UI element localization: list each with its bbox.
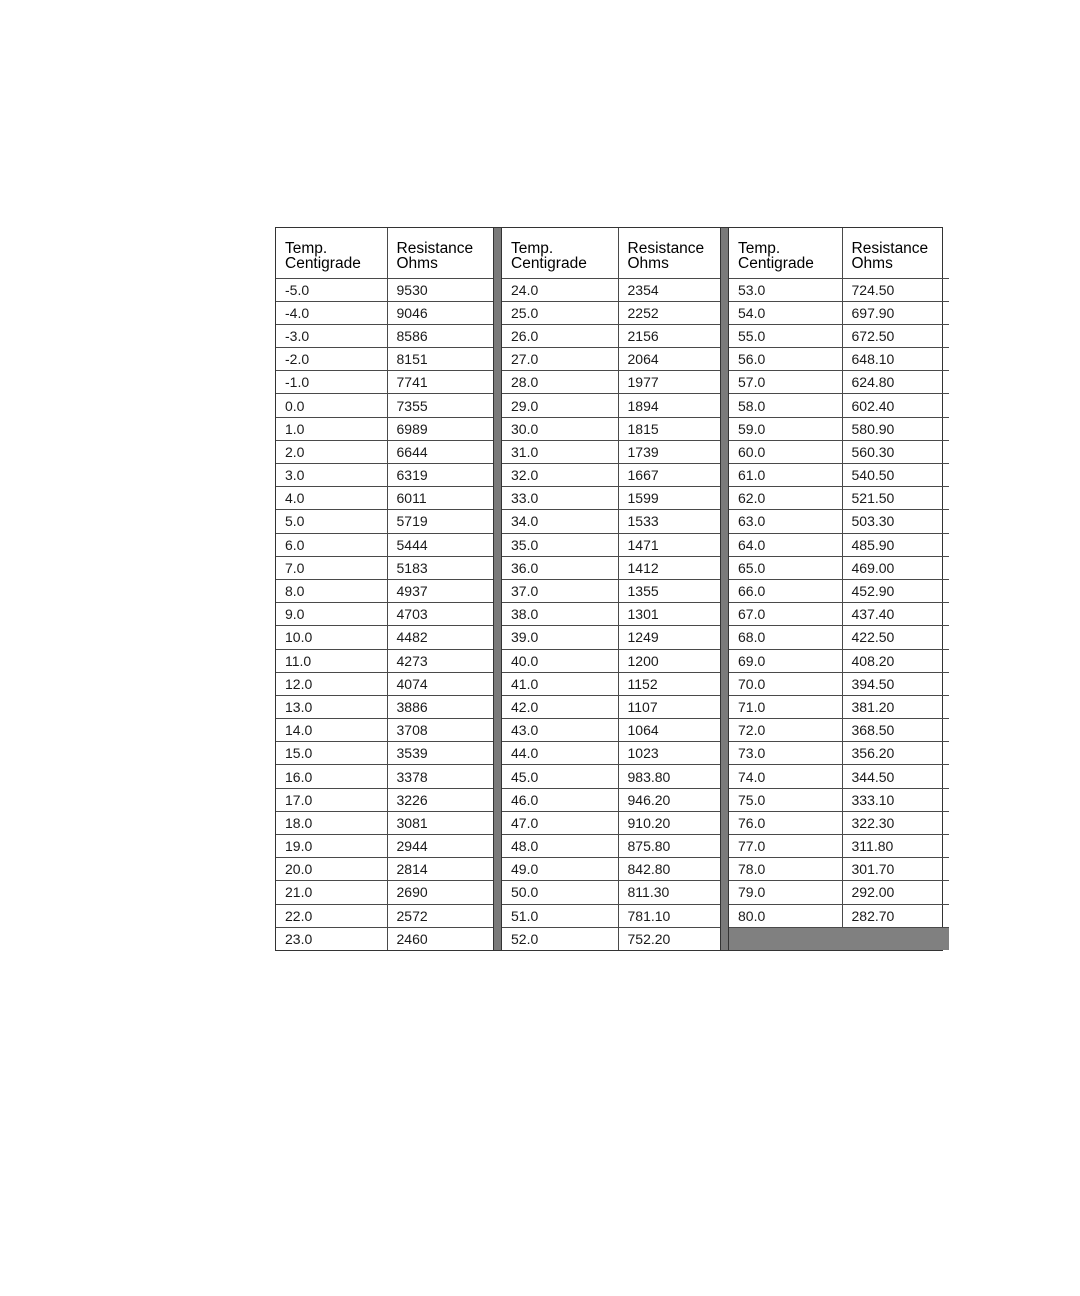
empty-shaded-cell	[729, 927, 949, 950]
table-row	[276, 579, 493, 602]
temp-cell: 69.0	[729, 649, 842, 672]
resistance-cell: 1739	[618, 440, 720, 463]
table-row	[502, 278, 720, 301]
table-row	[729, 417, 949, 440]
temp-cell: 8.0	[276, 579, 387, 602]
table-row	[502, 464, 720, 487]
table-row	[729, 324, 949, 347]
resistance-cell: 301.70	[842, 858, 949, 881]
table-row	[502, 487, 720, 510]
temp-header	[502, 228, 618, 278]
temp-cell: 79.0	[729, 881, 842, 904]
resistance-cell: 282.70	[842, 904, 949, 927]
temp-cell: 33.0	[502, 487, 618, 510]
table-row	[276, 927, 493, 950]
resistance-cell: 381.20	[842, 695, 949, 718]
resistance-cell: 4937	[387, 579, 493, 602]
table-row	[276, 765, 493, 788]
table-row	[729, 440, 949, 463]
resistance-cell: 6319	[387, 464, 493, 487]
resistance-cell: 521.50	[842, 487, 949, 510]
resistance-cell: 3708	[387, 719, 493, 742]
temp-cell: 21.0	[276, 881, 387, 904]
resistance-cell: 1152	[618, 672, 720, 695]
resistance-cell: 697.90	[842, 301, 949, 324]
temp-cell: 6.0	[276, 533, 387, 556]
table-row	[502, 440, 720, 463]
table-row	[276, 603, 493, 626]
resistance-cell: 540.50	[842, 464, 949, 487]
temp-header-line: Temp.	[738, 239, 781, 257]
resistance-cell: 4074	[387, 672, 493, 695]
temp-cell: 0.0	[276, 394, 387, 417]
temp-cell: 29.0	[502, 394, 618, 417]
resistance-cell: 811.30	[618, 881, 720, 904]
temp-cell: 73.0	[729, 742, 842, 765]
temp-cell: -2.0	[276, 348, 387, 371]
resistance-cell: 356.20	[842, 742, 949, 765]
resistance-cell: 7355	[387, 394, 493, 417]
table-row	[276, 835, 493, 858]
temp-cell: 52.0	[502, 927, 618, 950]
temp-cell: 58.0	[729, 394, 842, 417]
table-row	[276, 858, 493, 881]
resistance-cell: 2690	[387, 881, 493, 904]
resistance-cell: 2572	[387, 904, 493, 927]
temp-cell: 42.0	[502, 695, 618, 718]
resistance-cell: 394.50	[842, 672, 949, 695]
table-row	[729, 881, 949, 904]
resistance-cell: 1599	[618, 487, 720, 510]
resistance-cell: 1977	[618, 371, 720, 394]
table-row	[502, 394, 720, 417]
table-row	[276, 394, 493, 417]
resistance-cell: 5719	[387, 510, 493, 533]
temp-cell: 30.0	[502, 417, 618, 440]
temp-cell: 67.0	[729, 603, 842, 626]
resistance-cell: 624.80	[842, 371, 949, 394]
table-row	[729, 672, 949, 695]
table-row	[729, 765, 949, 788]
column-group-separator	[720, 228, 729, 950]
resistance-cell: 910.20	[618, 811, 720, 834]
table-row	[276, 719, 493, 742]
temp-cell: 17.0	[276, 788, 387, 811]
table-row	[502, 626, 720, 649]
table-row	[276, 904, 493, 927]
resistance-cell: 3081	[387, 811, 493, 834]
table-row	[276, 371, 493, 394]
table-row	[502, 881, 720, 904]
resistance-cell: 672.50	[842, 324, 949, 347]
temp-cell: 66.0	[729, 579, 842, 602]
table-row	[729, 278, 949, 301]
table-row	[276, 742, 493, 765]
table-row	[502, 695, 720, 718]
resistance-header-line: Ohms	[627, 254, 669, 272]
table-row	[276, 881, 493, 904]
temp-cell: 56.0	[729, 348, 842, 371]
temp-cell: 20.0	[276, 858, 387, 881]
temp-cell: 34.0	[502, 510, 618, 533]
resistance-cell: 2944	[387, 835, 493, 858]
resistance-cell: 946.20	[618, 788, 720, 811]
resistance-cell: 2156	[618, 324, 720, 347]
temp-cell: -5.0	[276, 278, 387, 301]
temp-cell: 12.0	[276, 672, 387, 695]
table-row	[276, 301, 493, 324]
table-row	[729, 788, 949, 811]
table-block-1	[276, 228, 493, 950]
table-row	[276, 348, 493, 371]
table-row	[729, 301, 949, 324]
resistance-cell: 3226	[387, 788, 493, 811]
resistance-cell: 6644	[387, 440, 493, 463]
temp-header-line: Centigrade	[285, 254, 361, 272]
table-row	[502, 927, 720, 950]
resistance-header	[618, 228, 720, 278]
table-row	[502, 348, 720, 371]
temp-cell: 64.0	[729, 533, 842, 556]
table-row	[729, 556, 949, 579]
resistance-header-line: Resistance	[627, 239, 705, 257]
resistance-cell: 2460	[396, 931, 428, 948]
temp-cell: 18.0	[276, 811, 387, 834]
table-row	[729, 348, 949, 371]
resistance-cell: 452.90	[842, 579, 949, 602]
temp-cell: 59.0	[729, 417, 842, 440]
table-row	[276, 626, 493, 649]
table-row	[502, 324, 720, 347]
temp-header-line: Temp.	[285, 239, 328, 257]
table-row	[502, 556, 720, 579]
temp-cell: 70.0	[729, 672, 842, 695]
temp-cell: 31.0	[502, 440, 618, 463]
temp-cell: 26.0	[502, 324, 618, 347]
table-row	[729, 695, 949, 718]
resistance-cell: 5444	[387, 533, 493, 556]
table-row	[502, 835, 720, 858]
table-row	[276, 510, 493, 533]
resistance-cell: 648.10	[842, 348, 949, 371]
table-row	[502, 371, 720, 394]
temp-cell: 22.0	[276, 904, 387, 927]
table-row	[276, 324, 493, 347]
resistance-cell: 1064	[618, 719, 720, 742]
table-row	[276, 417, 493, 440]
table-row	[276, 649, 493, 672]
table-row	[729, 626, 949, 649]
table-row	[502, 533, 720, 556]
table-row	[276, 672, 493, 695]
resistance-cell: 3886	[387, 695, 493, 718]
temp-cell: 61.0	[729, 464, 842, 487]
resistance-cell: 1023	[618, 742, 720, 765]
resistance-cell: 1533	[618, 510, 720, 533]
temp-cell: 1.0	[276, 417, 387, 440]
temp-cell: 14.0	[276, 719, 387, 742]
table-row	[276, 788, 493, 811]
temp-cell: 62.0	[729, 487, 842, 510]
resistance-table	[275, 227, 943, 951]
resistance-cell: 469.00	[842, 556, 949, 579]
resistance-cell: 422.50	[842, 626, 949, 649]
resistance-cell: 4273	[387, 649, 493, 672]
temp-cell: 9.0	[276, 603, 387, 626]
table-row	[502, 649, 720, 672]
resistance-cell: 2064	[618, 348, 720, 371]
resistance-cell: 344.50	[842, 765, 949, 788]
table-row	[276, 811, 493, 834]
temp-cell: 71.0	[729, 695, 842, 718]
temp-cell: 44.0	[502, 742, 618, 765]
table-row	[276, 695, 493, 718]
table-row	[729, 603, 949, 626]
resistance-header	[842, 228, 949, 278]
temp-cell: 74.0	[729, 765, 842, 788]
resistance-cell: 875.80	[618, 835, 720, 858]
table-row	[502, 417, 720, 440]
temp-cell: 41.0	[502, 672, 618, 695]
temp-cell: 48.0	[502, 835, 618, 858]
table-row	[729, 811, 949, 834]
table-row	[502, 672, 720, 695]
resistance-cell: 8151	[387, 348, 493, 371]
resistance-cell: 7741	[387, 371, 493, 394]
resistance-cell: 1815	[618, 417, 720, 440]
resistance-header	[387, 228, 493, 278]
temp-cell: 4.0	[276, 487, 387, 510]
resistance-cell: 842.80	[618, 858, 720, 881]
temp-cell: 36.0	[502, 556, 618, 579]
resistance-cell: 408.20	[842, 649, 949, 672]
table-row	[276, 533, 493, 556]
table-row	[502, 811, 720, 834]
temp-cell: 46.0	[502, 788, 618, 811]
temp-cell: 38.0	[502, 603, 618, 626]
table-row	[729, 904, 949, 927]
table-row	[502, 788, 720, 811]
table-row	[729, 649, 949, 672]
column-group-separator	[493, 228, 502, 950]
temp-cell: -4.0	[276, 301, 387, 324]
temp-cell: 55.0	[729, 324, 842, 347]
resistance-cell: 1412	[618, 556, 720, 579]
temp-cell: 47.0	[502, 811, 618, 834]
temp-cell: 45.0	[502, 765, 618, 788]
temp-header	[729, 228, 842, 278]
temp-cell: -1.0	[276, 371, 387, 394]
resistance-cell: 503.30	[842, 510, 949, 533]
temp-cell: 68.0	[729, 626, 842, 649]
resistance-cell: 3539	[387, 742, 493, 765]
temp-cell: 27.0	[502, 348, 618, 371]
temp-cell: 57.0	[729, 371, 842, 394]
resistance-header-line: Ohms	[396, 254, 438, 272]
table-row	[502, 904, 720, 927]
resistance-cell: 6989	[387, 417, 493, 440]
temp-cell: 10.0	[276, 626, 387, 649]
temp-cell: 7.0	[276, 556, 387, 579]
temp-cell: 80.0	[729, 904, 842, 927]
temp-cell: 72.0	[729, 719, 842, 742]
table-row	[502, 603, 720, 626]
temp-cell: 15.0	[276, 742, 387, 765]
resistance-cell: 1200	[618, 649, 720, 672]
temp-cell: 50.0	[502, 881, 618, 904]
resistance-cell: 437.40	[842, 603, 949, 626]
resistance-cell: 9046	[387, 301, 493, 324]
resistance-cell: 333.10	[842, 788, 949, 811]
resistance-cell: 983.80	[618, 765, 720, 788]
table-row	[276, 278, 493, 301]
resistance-cell: 4482	[387, 626, 493, 649]
table-row	[502, 765, 720, 788]
temp-cell: 54.0	[729, 301, 842, 324]
table-row	[729, 394, 949, 417]
resistance-cell: 1471	[618, 533, 720, 556]
table-row	[729, 533, 949, 556]
table-block-3	[729, 228, 949, 950]
resistance-cell: 560.30	[842, 440, 949, 463]
temp-cell: 60.0	[729, 440, 842, 463]
resistance-cell: 2814	[387, 858, 493, 881]
temp-cell: 19.0	[276, 835, 387, 858]
temp-cell: 35.0	[502, 533, 618, 556]
table-row	[276, 556, 493, 579]
temp-cell: 40.0	[502, 649, 618, 672]
table-row	[276, 440, 493, 463]
temp-cell: 75.0	[729, 788, 842, 811]
table-row	[502, 579, 720, 602]
temp-cell: 25.0	[502, 301, 618, 324]
temp-cell: 2.0	[276, 440, 387, 463]
resistance-header-line: Ohms	[851, 254, 893, 272]
temp-cell: 16.0	[276, 765, 387, 788]
resistance-cell: 781.10	[618, 904, 720, 927]
resistance-cell: 1894	[618, 394, 720, 417]
temp-cell: 24.0	[502, 278, 618, 301]
table-row	[502, 510, 720, 533]
resistance-cell: 1301	[618, 603, 720, 626]
table-row	[276, 464, 493, 487]
resistance-cell: 2354	[618, 278, 720, 301]
resistance-cell: 6011	[387, 487, 493, 510]
resistance-cell: 1107	[618, 695, 720, 718]
table-row	[729, 719, 949, 742]
table-row	[502, 719, 720, 742]
table-row	[729, 371, 949, 394]
temp-cell: 65.0	[729, 556, 842, 579]
temp-cell: 3.0	[276, 464, 387, 487]
temp-cell: 39.0	[502, 626, 618, 649]
table-block-2	[502, 228, 720, 950]
temp-cell: 32.0	[502, 464, 618, 487]
table-row	[729, 487, 949, 510]
temp-cell: 13.0	[276, 695, 387, 718]
temp-header-line: Centigrade	[511, 254, 587, 272]
temp-cell: 77.0	[729, 835, 842, 858]
temp-cell: 28.0	[502, 371, 618, 394]
resistance-cell: 311.80	[842, 835, 949, 858]
temp-header-line: Centigrade	[738, 254, 814, 272]
resistance-cell: 602.40	[842, 394, 949, 417]
resistance-cell: 9530	[387, 278, 493, 301]
table-row	[729, 510, 949, 533]
resistance-cell: 1667	[618, 464, 720, 487]
table-row	[729, 464, 949, 487]
temp-cell: 43.0	[502, 719, 618, 742]
table-row	[729, 858, 949, 881]
temp-cell: -3.0	[276, 324, 387, 347]
temp-cell: 49.0	[502, 858, 618, 881]
resistance-cell: 3378	[387, 765, 493, 788]
temp-cell: 11.0	[276, 649, 387, 672]
filler-row	[729, 927, 949, 950]
table-row	[502, 301, 720, 324]
resistance-cell: 752.20	[627, 931, 671, 948]
table-row	[502, 742, 720, 765]
table-row	[729, 579, 949, 602]
resistance-cell: 485.90	[842, 533, 949, 556]
resistance-cell: 322.30	[842, 811, 949, 834]
resistance-header-line: Resistance	[396, 239, 474, 257]
temp-header	[276, 228, 387, 278]
temp-cell: 51.0	[502, 904, 618, 927]
temp-header-line: Temp.	[511, 239, 554, 257]
resistance-cell: 2252	[618, 301, 720, 324]
resistance-cell: 1249	[618, 626, 720, 649]
resistance-cell: 4703	[387, 603, 493, 626]
resistance-cell: 368.50	[842, 719, 949, 742]
temp-cell: 76.0	[729, 811, 842, 834]
temp-cell: 53.0	[729, 278, 842, 301]
table-row	[729, 835, 949, 858]
resistance-header-line: Resistance	[851, 239, 929, 257]
resistance-cell: 1355	[618, 579, 720, 602]
temp-cell: 63.0	[729, 510, 842, 533]
table-row	[729, 742, 949, 765]
table-row	[502, 858, 720, 881]
resistance-cell: 5183	[387, 556, 493, 579]
temp-cell: 37.0	[502, 579, 618, 602]
table-row	[276, 487, 493, 510]
resistance-cell: 724.50	[842, 278, 949, 301]
temp-cell: 78.0	[729, 858, 842, 881]
resistance-cell: 292.00	[842, 881, 949, 904]
resistance-cell: 580.90	[842, 417, 949, 440]
temp-cell: 23.0	[276, 927, 387, 950]
temp-cell: 5.0	[276, 510, 387, 533]
resistance-cell: 8586	[387, 324, 493, 347]
